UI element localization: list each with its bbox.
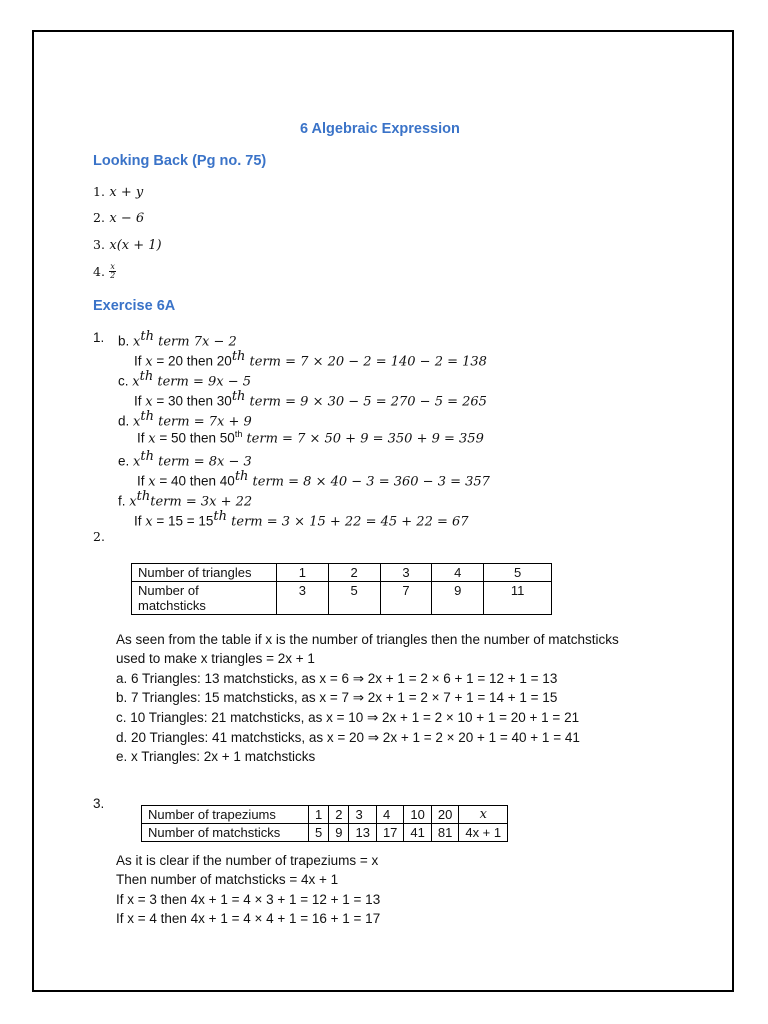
table-cell: 4x + 1 (459, 824, 508, 842)
q2-answer: a. 6 Triangles: 13 matchsticks, as x = 6 ⇒ 2x + 1 = 2 × 6 + 1 = 12 + 1 = 13 (116, 671, 558, 686)
table-cell: 1 (309, 806, 329, 824)
table-cell: Number of matchsticks (132, 582, 277, 615)
q1-line: If x = 30 then 30th term = 9 × 30 − 5 = 270 − 5 = 265 (134, 389, 487, 410)
q1-line: b. $x^{th}$ term 7x − 2 (118, 329, 237, 350)
table-cell: 5 (484, 564, 552, 582)
table-cell: 1 (277, 564, 329, 582)
q2-answer: b. 7 Triangles: 15 matchsticks, as x = 7 ⇒ 2x + 1 = 2 × 7 + 1 = 14 + 1 = 15 (116, 690, 558, 705)
looking-back-item: 3. x(x + 1) (93, 237, 162, 253)
q2-text: As seen from the table if x is the number of triangles then the number of matchsticks (116, 632, 619, 647)
table-cell: 3 (277, 582, 329, 615)
q2-answer: c. 10 Triangles: 21 matchsticks, as x = 10 ⇒ 2x + 1 = 2 × 10 + 1 = 20 + 1 = 21 (116, 710, 580, 725)
table-cell: 11 (484, 582, 552, 615)
q1-line: d. $x^{th}$ term = 7x + 9 (118, 409, 252, 430)
table-cell: 13 (349, 824, 376, 842)
table-row (132, 582, 552, 615)
table-cell: Number of matchsticks (142, 824, 309, 842)
table-cell: 41 (404, 824, 431, 842)
q3-text: If x = 4 then 4x + 1 = 4 × 4 + 1 = 16 + 1 = 17 (116, 911, 381, 926)
table-cell: Number of triangles (132, 564, 277, 582)
table-cell: 4 (432, 564, 484, 582)
q1-line: f. $x^{th}term = 3x + 22$ (118, 489, 253, 510)
question-number: 2. (93, 529, 105, 544)
table-cell: 4 (376, 806, 403, 824)
table-cell: x (459, 806, 508, 824)
table-row (142, 824, 508, 842)
page-title: 6 Algebraic Expression (300, 121, 460, 137)
q1-line: If x = 20 then 20th term = 7 × 20 − 2 = 140 − 2 = 138 (134, 349, 487, 370)
q1-line: c. $x^{th}$ term = 9x − 5 (118, 369, 252, 390)
table-cell: 7 (380, 582, 432, 615)
looking-back-heading: Looking Back (Pg no. 75) (93, 153, 267, 169)
q1-line: If x = 50 then 50th term = 7 × 50 + 9 = 350 + 9 = 359 (137, 429, 484, 447)
looking-back-item: 1. x + y (93, 184, 144, 200)
table-cell: 10 (404, 806, 431, 824)
table-cell: 2 (329, 806, 349, 824)
q1-line: If x = 40 then 40th term = 8 × 40 − 3 = 360 − 3 = 357 (137, 469, 490, 490)
table-cell: 9 (329, 824, 349, 842)
table-cell: 2 (328, 564, 380, 582)
q2-text: used to make x triangles = 2x + 1 (116, 651, 315, 666)
table-cell: 5 (328, 582, 380, 615)
exercise-heading: Exercise 6A (93, 298, 176, 314)
q2-answer: d. 20 Triangles: 41 matchsticks, as x = 20 ⇒ 2x + 1 = 2 × 20 + 1 = 40 + 1 = 41 (116, 730, 580, 745)
table-row (142, 806, 508, 824)
table-cell: 5 (309, 824, 329, 842)
q2-answer: e. x Triangles: 2x + 1 matchsticks (116, 749, 316, 764)
q3-text: As it is clear if the number of trapeziums = x (116, 853, 379, 868)
q1-line: If x = 15 = 15th term = 3 × 15 + 22 = 45 + 22 = 67 (134, 509, 469, 530)
table-cell: Number of trapeziums (142, 806, 309, 824)
triangles-table (131, 563, 552, 615)
table-cell: 3 (349, 806, 376, 824)
looking-back-item: 2. x − 6 (93, 210, 145, 226)
question-number: 1. (93, 330, 105, 345)
table-cell: 20 (431, 806, 458, 824)
table-cell: 9 (432, 582, 484, 615)
table-row (132, 564, 552, 582)
q3-text: Then number of matchsticks = 4x + 1 (116, 872, 339, 887)
trapeziums-table (141, 805, 508, 842)
table-cell: 17 (376, 824, 403, 842)
question-number: 3. (93, 796, 105, 811)
fraction: $\frac{x}{2}$ (110, 262, 116, 281)
table-cell: 81 (431, 824, 458, 842)
looking-back-item: 4. $\frac{x}{2}$ (93, 262, 116, 281)
q1-line: e. $x^{th}$ term = 8x − 3 (118, 449, 252, 470)
table-cell: 3 (380, 564, 432, 582)
q3-text: If x = 3 then 4x + 1 = 4 × 3 + 1 = 12 + 1 = 13 (116, 892, 381, 907)
